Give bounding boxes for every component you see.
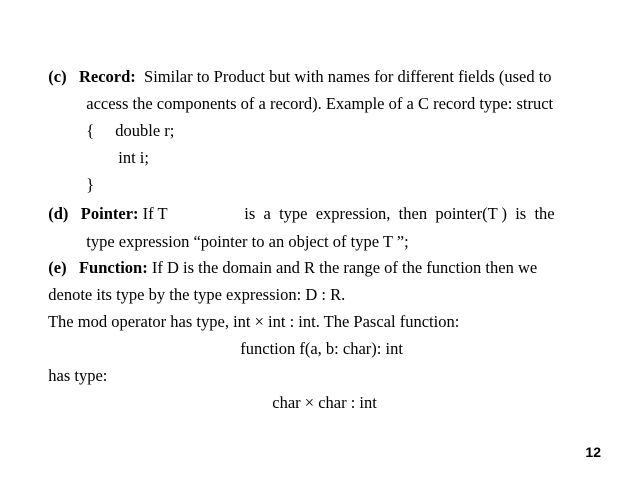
item-d-line-1-rest: is a type expression, then pointer(T ) is the	[244, 204, 555, 223]
item-e-term: Function:	[78, 258, 148, 277]
item-e-line-2: denote its type by the type expression: D : R.	[48, 285, 346, 304]
item-c-text-1: Similar to Product but with names for different fields (used to	[144, 67, 552, 86]
item-d-marker: (d)	[48, 204, 69, 223]
item-c-brace-line	[78, 101, 94, 141]
brace-open: {	[86, 121, 95, 140]
function-signature: function f(a, b: char): int	[240, 339, 403, 358]
type-expression: char × char : int	[272, 393, 377, 412]
item-c-text-2: access the components of a record). Example of a C record type: struct	[86, 94, 554, 113]
item-c-field-2: int i;	[118, 148, 149, 167]
brace-close: }	[86, 175, 95, 194]
item-d-term: Pointer:	[80, 204, 139, 223]
has-type-label: has type:	[48, 366, 108, 385]
item-e-line-1: (e) Function: If D is the domain and R the range of the function then we	[48, 258, 538, 277]
page-number: 12	[585, 444, 601, 460]
item-e-line-3: The mod operator has type, int × int : int. The Pascal function:	[47, 312, 460, 331]
item-c-marker: (c)	[48, 67, 67, 86]
item-d-line-2: type expression “pointer to an object of type T ”;	[86, 232, 409, 251]
item-c-field-1: double r;	[115, 121, 175, 140]
item-d-if: If T	[142, 204, 168, 223]
item-c-term: Record:	[78, 67, 136, 86]
item-e-marker: (e)	[48, 258, 67, 277]
